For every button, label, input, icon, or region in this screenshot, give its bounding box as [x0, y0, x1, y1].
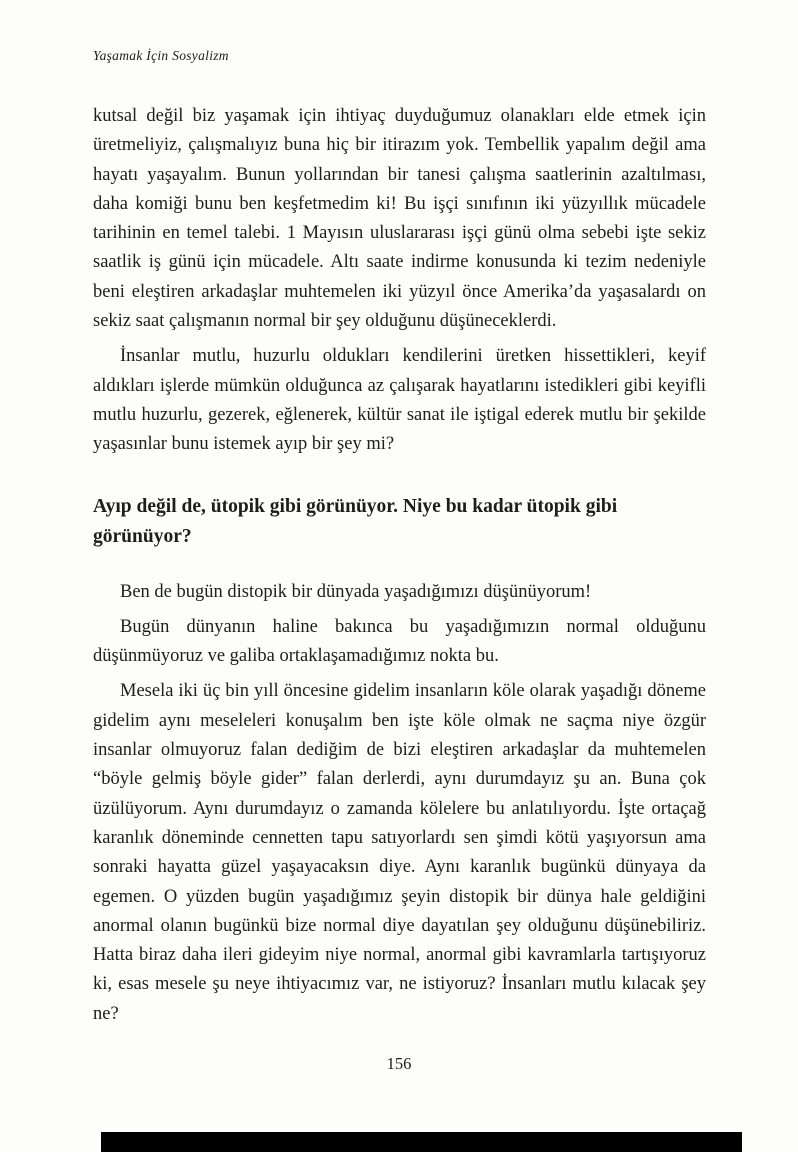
- paragraph: Ben de bugün distopik bir dünyada yaşadığımızı düşünüyorum!: [120, 581, 592, 602]
- paragraph: İnsanlar mutlu, huzurlu oldukları kendilerini üretken hissettikleri, keyif aldıkları işlerde mümkün olduğunca az çalışarak hayatlarını istedikleri gibi keyifli mutlu huzurlu, gezerek, eğlenerek, kültür sanat ile iştigal ederek mutlu bir şekilde yaşasınlar bunu istemek ayıp bir şey mi?: [93, 346, 706, 455]
- paragraph: Bugün dünyanın haline bakınca bu yaşadığımızın normal olduğunu düşünmüyoruz ve galiba ortaklaşamadığımız nokta bu.: [93, 616, 706, 667]
- paragraph: Mesela iki üç bin yıll öncesine gidelim insanların köle olarak yaşadığı döneme gidelim aynı meseleleri konuşalım ben işte köle olmak ne saçma niye özgür insanlar olmuyoruz falan dediğim de bizi eleştiren arkadaşlar da muhtemelen “böyle gelmiş böyle gider” falan derlerdi, aynı durumdayız şu an. Buna çok üzülüyorum. Aynı durumdayız o zamanda kölelere bu anlatılıyordu. İşte ortaçağ karanlık döneminde cennetten tapu satıyorlardı sen şimdi kötü yaşıyorsun ama sonraki hayatta güzel yaşayacaksın diye. Aynı karanlık bugünkü dünyaya da egemen. O yüzden bugün yaşadığımız şeyin distopik bir dünya hale geldiğini anormal olanın bugünkü bize normal diye dayatılan şey olduğunu düşünebiliriz. Hatta biraz daha ileri gideyim niye normal, anormal gibi kavramlarla tartışıyoruz ki, esas mesele şu neye ihtiyacımız var, ne istiyoruz? İnsanları mutlu kılacak şey ne?: [93, 681, 706, 1024]
- running-header-title: Yaşamak İçin Sosyalizm: [93, 48, 229, 63]
- scan-artifact-bar: [101, 1132, 742, 1152]
- paragraph: kutsal değil biz yaşamak için ihtiyaç duyduğumuz olanakları elde etmek için üretmeliyiz, çalışmalıyız buna hiç bir itirazım yok. Tembellik yapalım değil ama hayatı yaşayalım. Bunun yollarından bir tanesi çalışma saatlerinin azaltılması, daha komiği bunu ben keşfetmedim ki! Bu işçi sınıfının iki yüzyıllık mücadele tarihinin en temel talebi. 1 Mayısın uluslararası işçi günü olma sebebi işte sekiz saatlik iş günü için mücadele. Altı saate indirme konusunda ki tezim nedeniyle beni eleştiren arkadaşlar muhtemelen iki yüzyıl önce Amerika’da yaşasalardı on sekiz saat çalışmanın normal bir şey olduğunu düşüneceklerdi.: [93, 106, 706, 332]
- page-number: 156: [386, 1054, 412, 1073]
- section-heading: Ayıp değil de, ütopik gibi görünüyor. Niye bu kadar ütopik gibi görünüyor?: [93, 495, 618, 547]
- page-text-block: [93, 102, 706, 1035]
